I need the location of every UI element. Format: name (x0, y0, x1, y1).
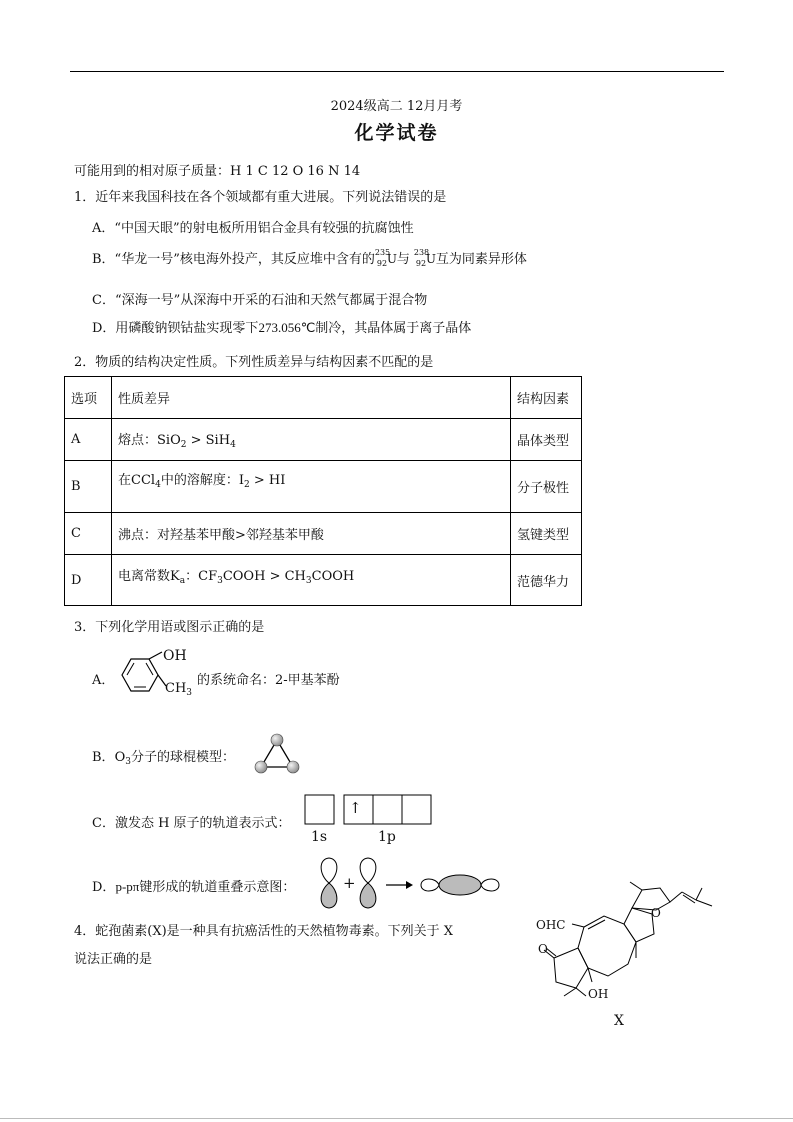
exam-title: 化学试卷 (354, 122, 439, 144)
structure-ring-o-label: O (651, 906, 661, 920)
orbital-label-1s: 1s (311, 829, 328, 845)
q2-table (64, 376, 582, 606)
q4-stem-line2: 说法正确的是 (74, 952, 153, 967)
q1-option-a: A．“中国天眼”的射电板所用铝合金具有较强的抗腐蚀性 (92, 221, 414, 236)
structure-ketone-o-label: O (538, 942, 548, 956)
bottom-rule (0, 1118, 793, 1119)
methylphenol-oh: OH (163, 648, 187, 664)
table-row (65, 461, 582, 513)
isotope-u238: 238 92 U (413, 247, 436, 268)
q1-d-pre: D．用磷酸钠钡钴盐实现零下 (92, 321, 259, 336)
structure-oh-label: OH (588, 987, 609, 1001)
row-a-property: 熔点：SiO$_2$ > SiH$_4$ (112, 419, 511, 461)
ozone-ball-stick-model (252, 733, 302, 777)
q1-d-post: 制冷，其晶体属于离子晶体 (315, 321, 472, 336)
row-a-factor: 晶体类型 (511, 419, 582, 461)
q3-option-d: D．p-pπ键形成的轨道重叠示意图： (92, 879, 296, 895)
table-row (65, 513, 582, 555)
isotope-u235: 235 92 U (374, 247, 397, 268)
row-d-factor: 范德华力 (511, 555, 582, 606)
q1-b-mid: 与 (396, 252, 410, 267)
structure-x-label: X (614, 1013, 624, 1029)
row-b-property: 在CCl$_4$中的溶解度：$I_2$ > HI (112, 461, 511, 513)
table-row (65, 555, 582, 606)
row-c-factor: 氢键类型 (511, 513, 582, 555)
orbital-label-1p: 1p (378, 829, 396, 845)
q1-option-b (92, 248, 527, 267)
q3-a-text: 的系统命名：2-甲基苯酚 (197, 673, 340, 688)
q4-stem-line1: 4．蛇孢菌素(X)是一种具有抗癌活性的天然植物毒素。下列关于 X (74, 924, 454, 939)
row-b-factor: 分子极性 (511, 461, 582, 513)
q3-option-b: B．$O_3$分子的球棍模型： (92, 750, 235, 767)
row-b-option: B (65, 461, 112, 513)
table-row (65, 419, 582, 461)
q1-option-d (92, 317, 471, 336)
q1-d-temp: 273.056℃ (258, 320, 316, 335)
top-rule (70, 71, 724, 72)
atomic-mass-line: 可能用到的相对原子质量：H 1 C 12 O 16 N 14 (74, 164, 361, 179)
row-c-property: 沸点：对羟基苯甲酸>邻羟基苯甲酸 (112, 513, 511, 555)
table-header-row (65, 377, 582, 419)
header-factor: 结构因素 (511, 377, 582, 419)
q2-stem: 2．物质的结构决定性质。下列性质差异与结构因素不匹配的是 (74, 355, 434, 370)
q3-option-c: C．激发态 H 原子的轨道表示式： (92, 816, 291, 831)
q1-stem: 1．近年来我国科技在各个领域都有重大进展。下列说法错误的是 (74, 190, 447, 205)
q3-stem: 3．下列化学用语或图示正确的是 (74, 620, 265, 635)
exam-subtitle: 2024级高二 12月月考 (330, 99, 463, 114)
structure-ohc-label: OHC (536, 918, 566, 932)
row-d-option: D (65, 555, 112, 606)
q1-b-post: 互为同素异形体 (435, 252, 527, 267)
row-c-option: C (65, 513, 112, 555)
q1-option-c: C．“深海一号”从深海中开采的石油和天然气都属于混合物 (92, 293, 428, 308)
orbital-plus-sign: + (343, 874, 356, 892)
header-property: 性质差异 (112, 377, 511, 419)
row-a-option: A (65, 419, 112, 461)
ophiobolin-structure (532, 884, 722, 1010)
q3-a-label: A． (92, 673, 115, 688)
methylphenol-ch3: $CH_3$ (165, 681, 193, 698)
orbital-box-diagram (304, 794, 434, 826)
header-option: 选项 (65, 377, 112, 419)
row-d-property: 电离常数$K_a$：$CF_3COOH$ > $CH_3COOH$ (112, 555, 511, 606)
q1-b-pre: B．“华龙一号”核电海外投产，其反应堆中含有的 (92, 252, 375, 267)
orbital-arrow-up: ↑ (349, 799, 362, 817)
